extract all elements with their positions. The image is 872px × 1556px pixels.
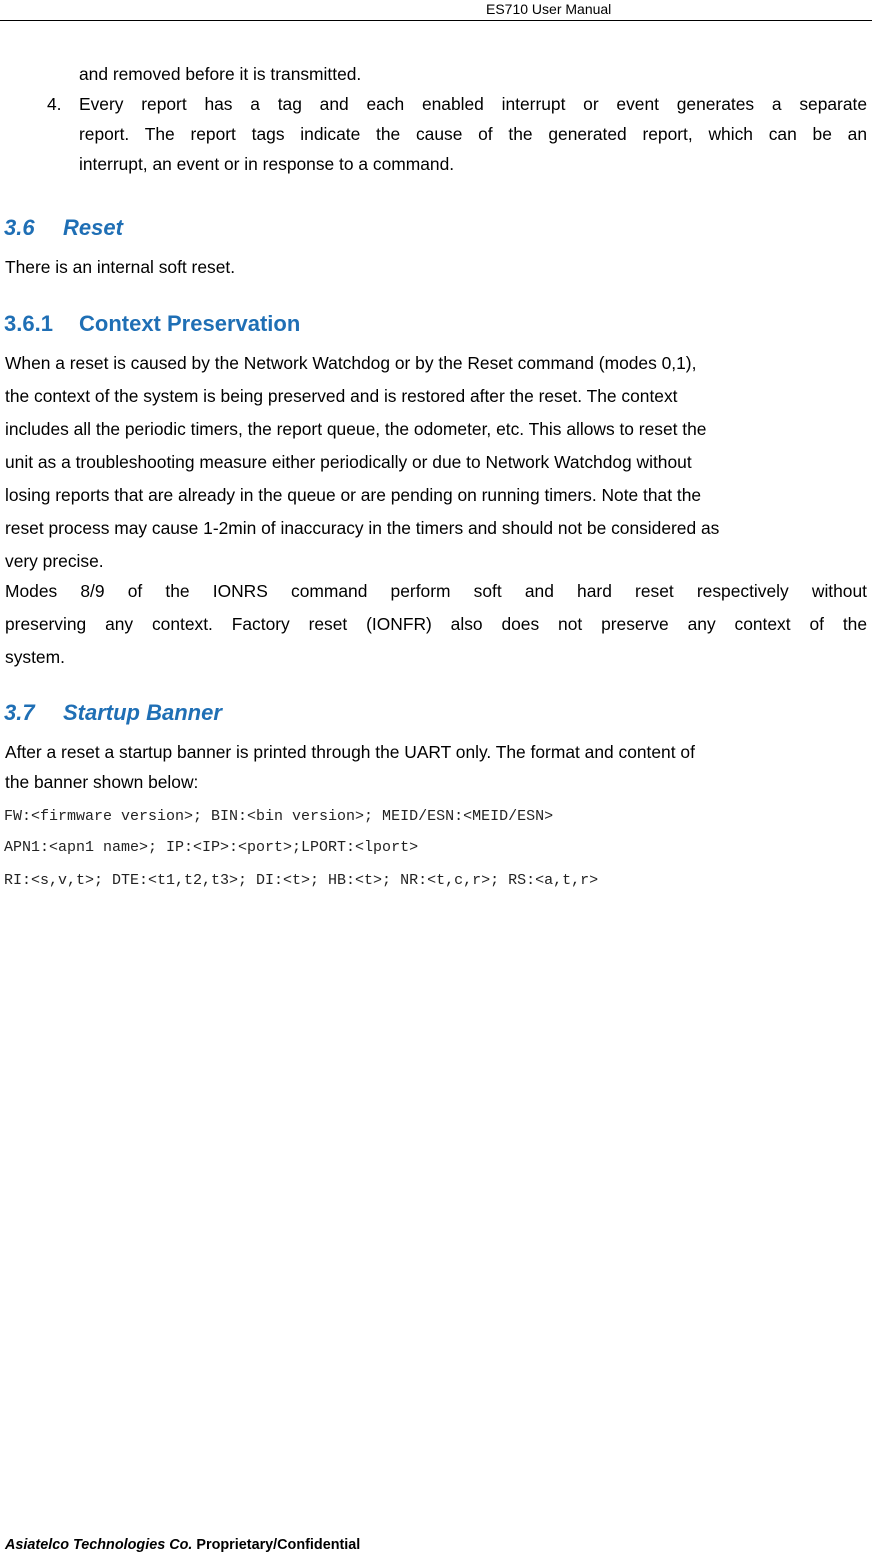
startup-banner-line-2: the banner shown below: <box>5 772 199 792</box>
modes-paragraph-line-1: Modes 8/9 of the IONRS command perform soft and hard reset respectively without <box>5 581 867 601</box>
list-item-4-number: 4. <box>47 94 62 114</box>
page-header-title: ES710 User Manual <box>486 1 612 17</box>
section-heading-reset <box>4 213 123 243</box>
section-title: Reset <box>63 215 123 240</box>
section-number: 3.6 <box>4 215 35 240</box>
list-item-4-line-2: report. The report tags indicate the cause of the generated report, which can be an <box>79 124 867 144</box>
section-number: 3.6.1 <box>4 311 53 336</box>
section-title: Startup Banner <box>63 700 222 725</box>
context-paragraph-line-5: losing reports that are already in the queue or are pending on running timers. Note that the <box>5 485 702 505</box>
context-paragraph-line-4: unit as a troubleshooting measure either periodically or due to Network Watchdog without <box>5 452 692 472</box>
context-paragraph-line-1: When a reset is caused by the Network Watchdog or by the Reset command (modes 0,1), <box>5 353 697 373</box>
banner-code-line-1: FW:<firmware version>; BIN:<bin version>; MEID/ESN:<MEID/ESN> <box>4 808 554 825</box>
context-paragraph-line-7: very precise. <box>5 551 104 571</box>
header-rule <box>0 20 872 21</box>
reset-description: There is an internal soft reset. <box>5 257 236 277</box>
context-paragraph-line-6: reset process may cause 1-2min of inaccuracy in the timers and should not be considered as <box>5 518 720 538</box>
section-heading-context-preservation <box>4 309 300 339</box>
modes-paragraph-line-3: system. <box>5 647 65 667</box>
list-item-4-line-1: Every report has a tag and each enabled interrupt or event generates a separate <box>79 94 867 114</box>
section-title: Context Preservation <box>79 311 301 336</box>
section-number: 3.7 <box>4 700 35 725</box>
context-paragraph-line-3: includes all the periodic timers, the report queue, the odometer, etc. This allows to reset the <box>5 419 707 439</box>
list-item-3-continuation: and removed before it is transmitted. <box>79 64 362 84</box>
modes-paragraph-line-2: preserving any context. Factory reset (IONFR) also does not preserve any context of the <box>5 614 867 634</box>
list-item-4-line-3: interrupt, an event or in response to a command. <box>79 154 455 174</box>
page-footer <box>5 1536 360 1554</box>
startup-banner-line-1: After a reset a startup banner is printed through the UART only. The format and content of <box>5 742 695 762</box>
footer-company: Asiatelco Technologies Co. <box>5 1537 193 1553</box>
banner-code-line-2: APN1:<apn1 name>; IP:<IP>:<port>;LPORT:<lport> <box>4 839 419 856</box>
footer-notice: Proprietary/Confidential <box>196 1537 361 1553</box>
banner-code-line-3: RI:<s,v,t>; DTE:<t1,t2,t3>; DI:<t>; HB:<t>; NR:<t,c,r>; RS:<a,t,r> <box>4 872 599 889</box>
context-paragraph-line-2: the context of the system is being preserved and is restored after the reset. The context <box>5 386 678 406</box>
section-heading-startup-banner <box>4 698 222 728</box>
